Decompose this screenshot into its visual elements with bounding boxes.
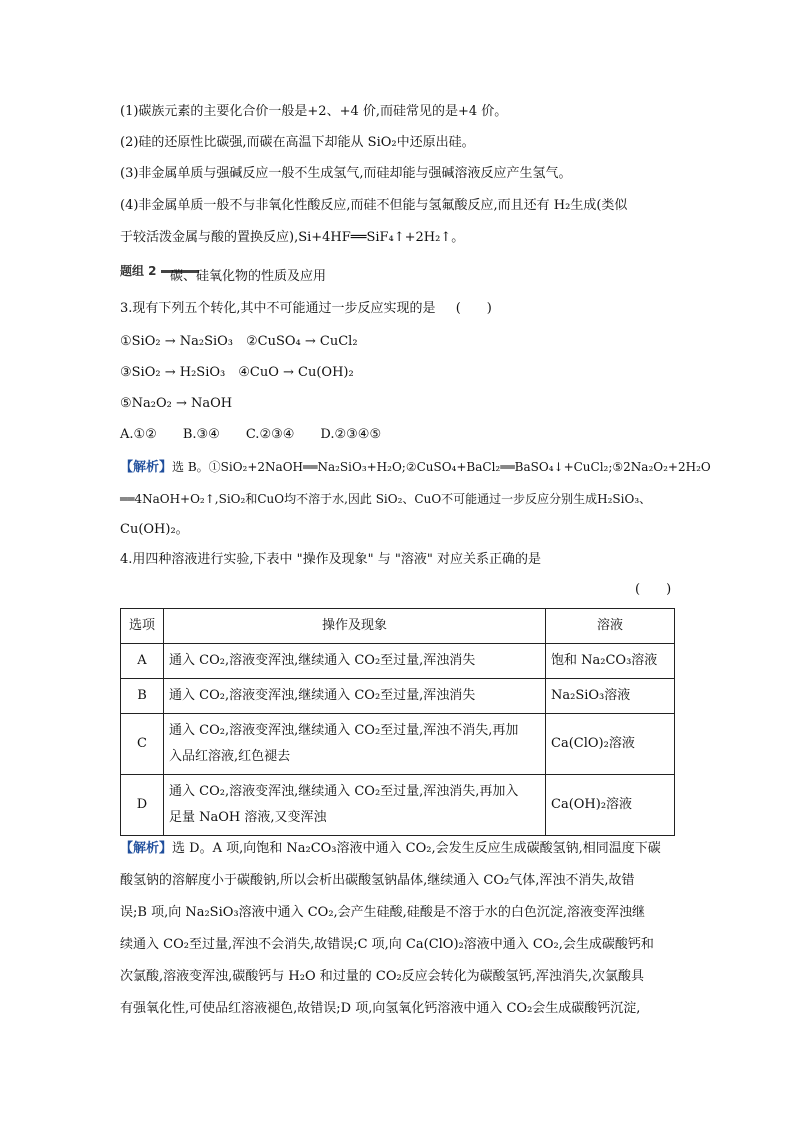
q3-analysis-2: ══4NaOH+O₂↑,SiO₂和CuO均不溶于水,因此 SiO₂、CuO不可能通过一步反应分别生成H₂SiO₃、 xyxy=(120,492,652,506)
q3-bracket: ( ) xyxy=(455,301,492,316)
row-operation-line-1: 通入 CO₂,溶液变浑浊,继续通入 CO₂至过量,浑浊消失,再加入 xyxy=(169,784,519,799)
table-row xyxy=(121,679,675,714)
group-title: 碳、硅氧化物的性质及应用 xyxy=(170,269,327,284)
q3-conv-3: ⑤Na₂O₂ → NaOH xyxy=(120,396,233,411)
q4-analysis-3: 误;B 项,向 Na₂SiO₃溶液中通入 CO₂,会产生硅酸,硅酸是不溶于水的白色沉淀,溶液变浑浊继 xyxy=(120,905,645,920)
group-tag-label: 题组 2 xyxy=(120,264,157,278)
header-option: 选项 xyxy=(121,609,164,644)
row-solution: 饱和 Na₂CO₃溶液 xyxy=(546,644,675,679)
row-solution: Na₂SiO₃溶液 xyxy=(546,679,675,714)
q3-analysis-3: Cu(OH)₂。 xyxy=(120,522,189,537)
q3-conv-2: ③SiO₂ → H₂SiO₃ ④CuO → Cu(OH)₂ xyxy=(120,365,354,380)
q4-analysis-1 xyxy=(120,840,661,858)
table-header-row xyxy=(121,609,675,644)
q3-conv-1: ①SiO₂ → Na₂SiO₃ ②CuSO₄ → CuCl₂ xyxy=(120,334,358,349)
header-solution: 溶液 xyxy=(546,609,675,644)
row-operation: 通入 CO₂,溶液变浑浊,继续通入 CO₂至过量,浑浊消失 xyxy=(164,679,546,714)
q3-stem-text: 3.现有下列五个转化,其中不可能通过一步反应实现的是 xyxy=(120,301,436,316)
row-operation-line-2: 足量 NaOH 溶液,又变浑浊 xyxy=(169,810,327,825)
q3-analysis-tag: 【解析】 xyxy=(120,460,173,475)
q4-table xyxy=(120,608,675,836)
q3-stem xyxy=(120,300,492,318)
row-operation-line-2: 入品红溶液,红色褪去 xyxy=(169,749,291,764)
row-option: B xyxy=(121,679,164,714)
row-operation: 通入 CO₂,溶液变浑浊,继续通入 CO₂至过量,浑浊消失 xyxy=(164,644,546,679)
q4-bracket: ( ) xyxy=(635,582,672,597)
q3-analysis-text-1: 选 B。①SiO₂+2NaOH══Na₂SiO₃+H₂O;②CuSO₄+BaCl₂══BaSO₄↓+CuCl₂;⑤2Na₂O₂+2H₂O xyxy=(172,460,711,474)
row-operation xyxy=(164,775,546,836)
row-option: C xyxy=(121,714,164,775)
table-row xyxy=(121,775,675,836)
note-3: (3)非金属单质与强碱反应一般不生成氢气,而硅却能与强碱溶液反应产生氢气。 xyxy=(120,166,572,181)
row-option: A xyxy=(121,644,164,679)
row-solution: Ca(OH)₂溶液 xyxy=(546,775,675,836)
q3-options: A.①② B.③④ C.②③④ D.②③④⑤ xyxy=(120,427,382,442)
q4-analysis-tag: 【解析】 xyxy=(120,841,173,856)
q3-analysis-1 xyxy=(120,458,711,477)
note-5: 于较活泼金属与酸的置换反应),Si+4HF══SiF₄↑+2H₂↑。 xyxy=(120,230,465,245)
note-2: (2)硅的还原性比碳强,而碳在高温下却能从 SiO₂中还原出硅。 xyxy=(120,135,475,150)
row-solution: Ca(ClO)₂溶液 xyxy=(546,714,675,775)
q4-analysis-2: 酸氢钠的溶解度小于碳酸钠,所以会析出碳酸氢钠晶体,继续通入 CO₂气体,浑浊不消失,故错 xyxy=(120,873,635,888)
q4-analysis-4: 续通入 CO₂至过量,浑浊不会消失,故错误;C 项,向 Ca(ClO)₂溶液中通入 CO₂,会生成碳酸钙和 xyxy=(120,937,654,952)
q4-stem: 4.用四种溶液进行实验,下表中 "操作及现象" 与 "溶液" 对应关系正确的是 xyxy=(120,552,541,567)
row-operation-line-1: 通入 CO₂,溶液变浑浊,继续通入 CO₂至过量,浑浊不消失,再加 xyxy=(169,723,519,738)
header-operation: 操作及现象 xyxy=(164,609,546,644)
table-row xyxy=(121,714,675,775)
table-row xyxy=(121,644,675,679)
q4-analysis-text-1: 选 D。A 项,向饱和 Na₂CO₃溶液中通入 CO₂,会发生反应生成碳酸氢钠,相同温度下碳 xyxy=(172,841,661,856)
note-1: (1)碳族元素的主要化合价一般是+2、+4 价,而硅常见的是+4 价。 xyxy=(120,104,508,119)
row-operation xyxy=(164,714,546,775)
q4-analysis-5: 次氯酸,溶液变浑浊,碳酸钙与 H₂O 和过量的 CO₂反应会转化为碳酸氢钙,浑浊消失,次氯酸具 xyxy=(120,969,644,984)
note-4: (4)非金属单质一般不与非氧化性酸反应,而硅不但能与氢氟酸反应,而且还有 H₂生成(类似 xyxy=(120,198,628,213)
q4-analysis-6: 有强氧化性,可使品红溶液褪色,故错误;D 项,向氢氧化钙溶液中通入 CO₂会生成碳酸钙沉淀, xyxy=(120,1001,641,1016)
row-option: D xyxy=(121,775,164,836)
